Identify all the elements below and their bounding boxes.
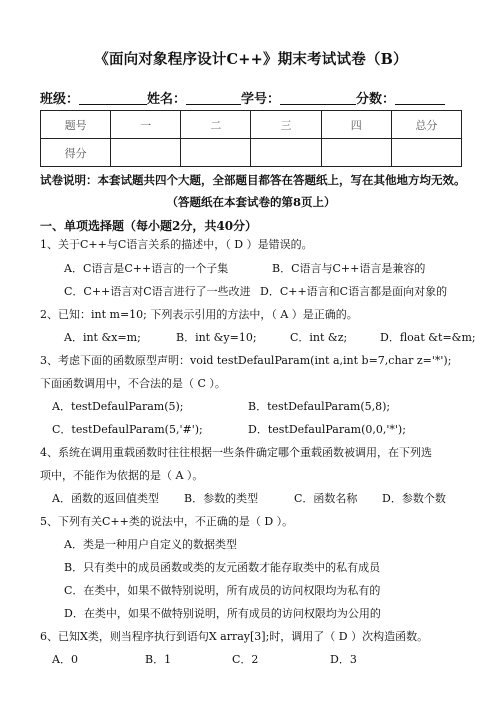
score-cell: [251, 139, 321, 167]
exam-instructions: 试卷说明：本套试题共四个大题，全部题目都答在答题纸上，写在其他地方均无效。: [40, 173, 466, 187]
option-b: B．testDefaulParam(5,8);: [248, 400, 391, 413]
class-label: 班级：: [40, 92, 80, 107]
score-cell: [391, 139, 461, 167]
answer-sheet-note: （答题纸在本套试卷的第8页上）: [166, 195, 336, 209]
option-a: A．int &x=m;: [64, 331, 141, 344]
option-b: B．参数的类型: [184, 492, 259, 505]
score-table-header: 四: [321, 111, 391, 139]
score-table-score-row: [41, 139, 462, 167]
option-c: C．在类中，如果不做特别说明，所有成员的访问权限均为私有的: [64, 584, 381, 597]
id-blank: [280, 92, 356, 105]
option-d: D．3: [330, 653, 357, 666]
option-d: D．参数个数: [382, 492, 446, 505]
option-c: C．int &z;: [290, 331, 348, 344]
score-table: [40, 110, 462, 167]
option-a: A．C语言是C++语言的一个子集: [64, 262, 229, 275]
option-b: B．C语言与C++语言是兼容的: [272, 262, 426, 275]
option-a: A．类是一种用户自定义的数据类型: [64, 538, 237, 551]
question-stem-continued: 项中，不能作为依据的是（ A ）。: [40, 469, 204, 482]
option-a: A．函数的返回值类型: [52, 492, 159, 505]
score-table-header-row: [41, 111, 462, 139]
option-b: B．1: [145, 653, 172, 666]
score-table-header: 题号: [41, 111, 111, 139]
question-stem: 1、关于C++与C语言关系的描述中，（ D ）是错误的。: [40, 238, 313, 251]
option-b: B．只有类中的成员函数或类的友元函数才能存取类中的私有成员: [64, 561, 381, 574]
score-table-header: 一: [111, 111, 181, 139]
class-blank: [79, 92, 147, 105]
student-info-line: [40, 88, 462, 107]
score-cell: [111, 139, 181, 167]
name-label: 姓名：: [147, 92, 187, 107]
option-a: A．0: [52, 653, 78, 666]
id-label: 学号：: [241, 92, 281, 107]
option-d: D．testDefaulParam(0,0,'*');: [248, 423, 406, 436]
option-c: C．2: [232, 653, 259, 666]
question-stem: 5、下列有关C++类的说法中，不正确的是（ D ）。: [40, 515, 294, 528]
question-stem: 6、已知X类，则当程序执行到语句X array[3];时，调用了（ D ）次构造函数。: [40, 630, 429, 643]
score-label: 分数：: [356, 92, 396, 107]
option-d: D．float &t=&m;: [380, 331, 476, 344]
score-cell: [321, 139, 391, 167]
score-row-label: 得分: [41, 139, 111, 167]
option-c: C．testDefaulParam(5,'#');: [52, 423, 203, 436]
option-c: C．函数名称: [294, 492, 358, 505]
question-stem: 2、已知：int m=10; 下列表示引用的方法中，（ A ）是正确的。: [40, 308, 358, 321]
question-stem: 3、考虑下面的函数原型声明：void testDefaulParam(int a,int b=7,char z='*');: [40, 354, 452, 367]
option-b: B．int &y=10;: [176, 331, 257, 344]
name-blank: [186, 92, 241, 105]
section-heading: 一、单项选择题（每小题2分，共40分）: [40, 219, 258, 233]
option-d: D．在类中，如果不做特别说明，所有成员的访问权限均为公用的: [64, 607, 381, 620]
option-a: A．testDefaulParam(5);: [52, 400, 184, 413]
score-cell: [181, 139, 251, 167]
score-table-header: 三: [251, 111, 321, 139]
score-blank: [395, 92, 445, 105]
question-stem: 4、系统在调用重载函数时往往根据一些条件确定哪个重载函数被调用，在下列选: [40, 446, 432, 459]
question-stem-continued: 下面函数调用中，不合法的是（ C ）。: [40, 377, 226, 390]
option-d: D．C++语言和C语言都是面向对象的: [260, 285, 448, 298]
score-table-header: 二: [181, 111, 251, 139]
score-table-header: 总分: [391, 111, 461, 139]
exam-title: 《面向对象程序设计C++》期末考试试卷（B）: [94, 51, 408, 68]
option-c: C．C++语言对C语言进行了一些改进: [64, 285, 251, 298]
